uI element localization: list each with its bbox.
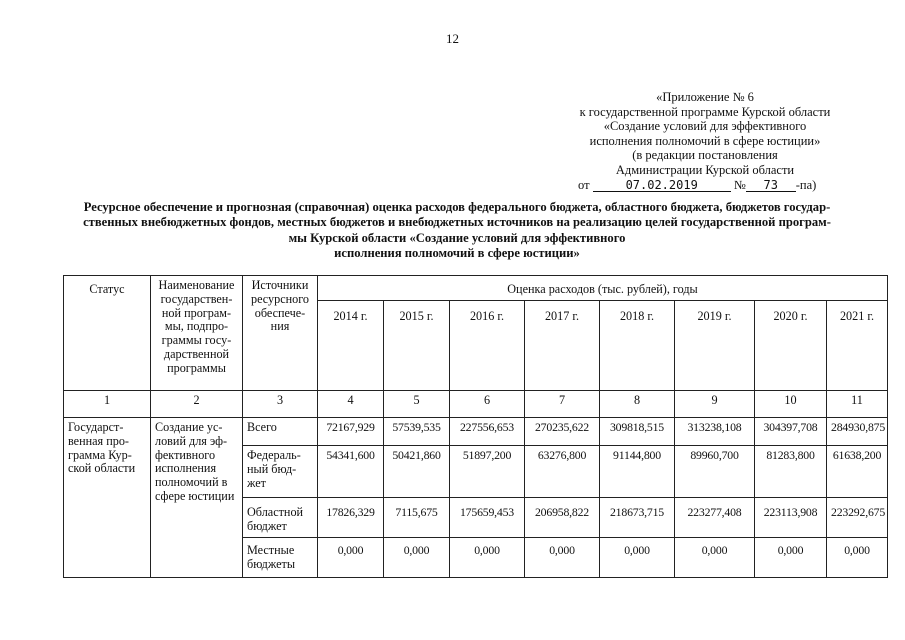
header-row: [64, 276, 888, 301]
date-prefix: от: [578, 177, 590, 192]
header-status: Статус: [64, 276, 151, 391]
header-sources: Источники ресурсного обеспече-ния: [243, 276, 318, 391]
value-cell: 51897,200: [450, 446, 525, 498]
value-cell: 175659,453: [450, 498, 525, 538]
number-sign: №: [733, 177, 746, 192]
title-line: исполнения полномочий в сфере юстиции»: [334, 246, 580, 261]
value-cell: 0,000: [827, 538, 888, 578]
column-number: 8: [600, 391, 675, 418]
value-cell: 91144,800: [600, 446, 675, 498]
appendix-line: «Приложение № 6: [656, 90, 754, 104]
value-cell: 0,000: [450, 538, 525, 578]
value-cell: 227556,653: [450, 418, 525, 446]
value-cell: 54341,600: [318, 446, 384, 498]
column-number: 1: [64, 391, 151, 418]
value-cell: 223113,908: [755, 498, 827, 538]
column-number: 2: [151, 391, 243, 418]
value-cell: 63276,800: [525, 446, 600, 498]
source-cell: Федераль-ный бюд-жет: [243, 446, 318, 498]
document-title: [62, 200, 852, 262]
value-cell: 61638,200: [827, 446, 888, 498]
program-name-cell: Создание ус-ловий для эф-фективного исполнения полномочий в сфере юстиции: [151, 418, 243, 578]
appendix-block: [560, 90, 850, 192]
appendix-line: (в редакции постановления: [632, 148, 778, 163]
value-cell: 223277,408: [675, 498, 755, 538]
column-number: 11: [827, 391, 888, 418]
value-cell: 0,000: [525, 538, 600, 578]
value-cell: 284930,875: [827, 418, 888, 446]
appendix-line: к государственной программе Курской области: [579, 104, 831, 119]
value-cell: 0,000: [675, 538, 755, 578]
value-cell: 309818,515: [600, 418, 675, 446]
source-cell: Всего: [243, 418, 318, 446]
title-line: Ресурсное обеспечение и прогнозная (справочная) оценка расходов федерального бюджета, областного бюджета, бюджетов государ-: [83, 200, 831, 214]
header-year: 2017 г.: [525, 301, 600, 391]
title-line: ственных внебюджетных фондов, местных бюджетов и внебюджетных источников на реализацию целей государственной програм-: [83, 215, 831, 230]
header-year: 2015 г.: [384, 301, 450, 391]
header-year: 2014 г.: [318, 301, 384, 391]
value-cell: 7115,675: [384, 498, 450, 538]
header-year: 2018 г.: [600, 301, 675, 391]
value-cell: 0,000: [384, 538, 450, 578]
resolution-number: 73: [746, 179, 796, 192]
status-cell: Государст-венная про-грамма Кур-ской области: [64, 418, 151, 578]
header-year: 2021 г.: [827, 301, 888, 391]
column-number: 4: [318, 391, 384, 418]
value-cell: 0,000: [318, 538, 384, 578]
column-number: 3: [243, 391, 318, 418]
resolution-date: 07.02.2019: [593, 179, 731, 192]
value-cell: 0,000: [755, 538, 827, 578]
value-cell: 223292,675: [827, 498, 888, 538]
appendix-line: «Создание условий для эффективного: [603, 119, 807, 134]
header-year: 2016 г.: [450, 301, 525, 391]
value-cell: 304397,708: [755, 418, 827, 446]
column-number: 5: [384, 391, 450, 418]
value-cell: 0,000: [600, 538, 675, 578]
source-cell: Областной бюджет: [243, 498, 318, 538]
resolution-suffix: -па): [795, 177, 817, 192]
appendix-line: Администрации Курской области: [615, 162, 795, 177]
budget-table: [63, 275, 888, 578]
header-year: 2020 г.: [755, 301, 827, 391]
value-cell: 17826,329: [318, 498, 384, 538]
header-program-name: Наименование государствен-ной програм-мы, подпро-граммы госу-дарственной программы: [151, 276, 243, 391]
header-year: 2019 г.: [675, 301, 755, 391]
header-estimate: Оценка расходов (тыс. рублей), годы: [318, 276, 888, 301]
value-cell: 313238,108: [675, 418, 755, 446]
column-number: 7: [525, 391, 600, 418]
value-cell: 72167,929: [318, 418, 384, 446]
value-cell: 206958,822: [525, 498, 600, 538]
appendix-line: исполнения полномочий в сфере юстиции»: [589, 133, 821, 148]
appendix-date-line: [560, 178, 850, 193]
value-cell: 270235,622: [525, 418, 600, 446]
value-cell: 57539,535: [384, 418, 450, 446]
title-line: мы Курской области «Создание условий для эффективного: [288, 230, 626, 245]
source-cell: Местные бюджеты: [243, 538, 318, 578]
column-number: 9: [675, 391, 755, 418]
value-cell: 50421,860: [384, 446, 450, 498]
column-number: 10: [755, 391, 827, 418]
page-number: 12: [446, 31, 459, 46]
value-cell: 89960,700: [675, 446, 755, 498]
table-row: [64, 418, 888, 446]
column-number-row: [64, 391, 888, 418]
value-cell: 218673,715: [600, 498, 675, 538]
value-cell: 81283,800: [755, 446, 827, 498]
column-number: 6: [450, 391, 525, 418]
